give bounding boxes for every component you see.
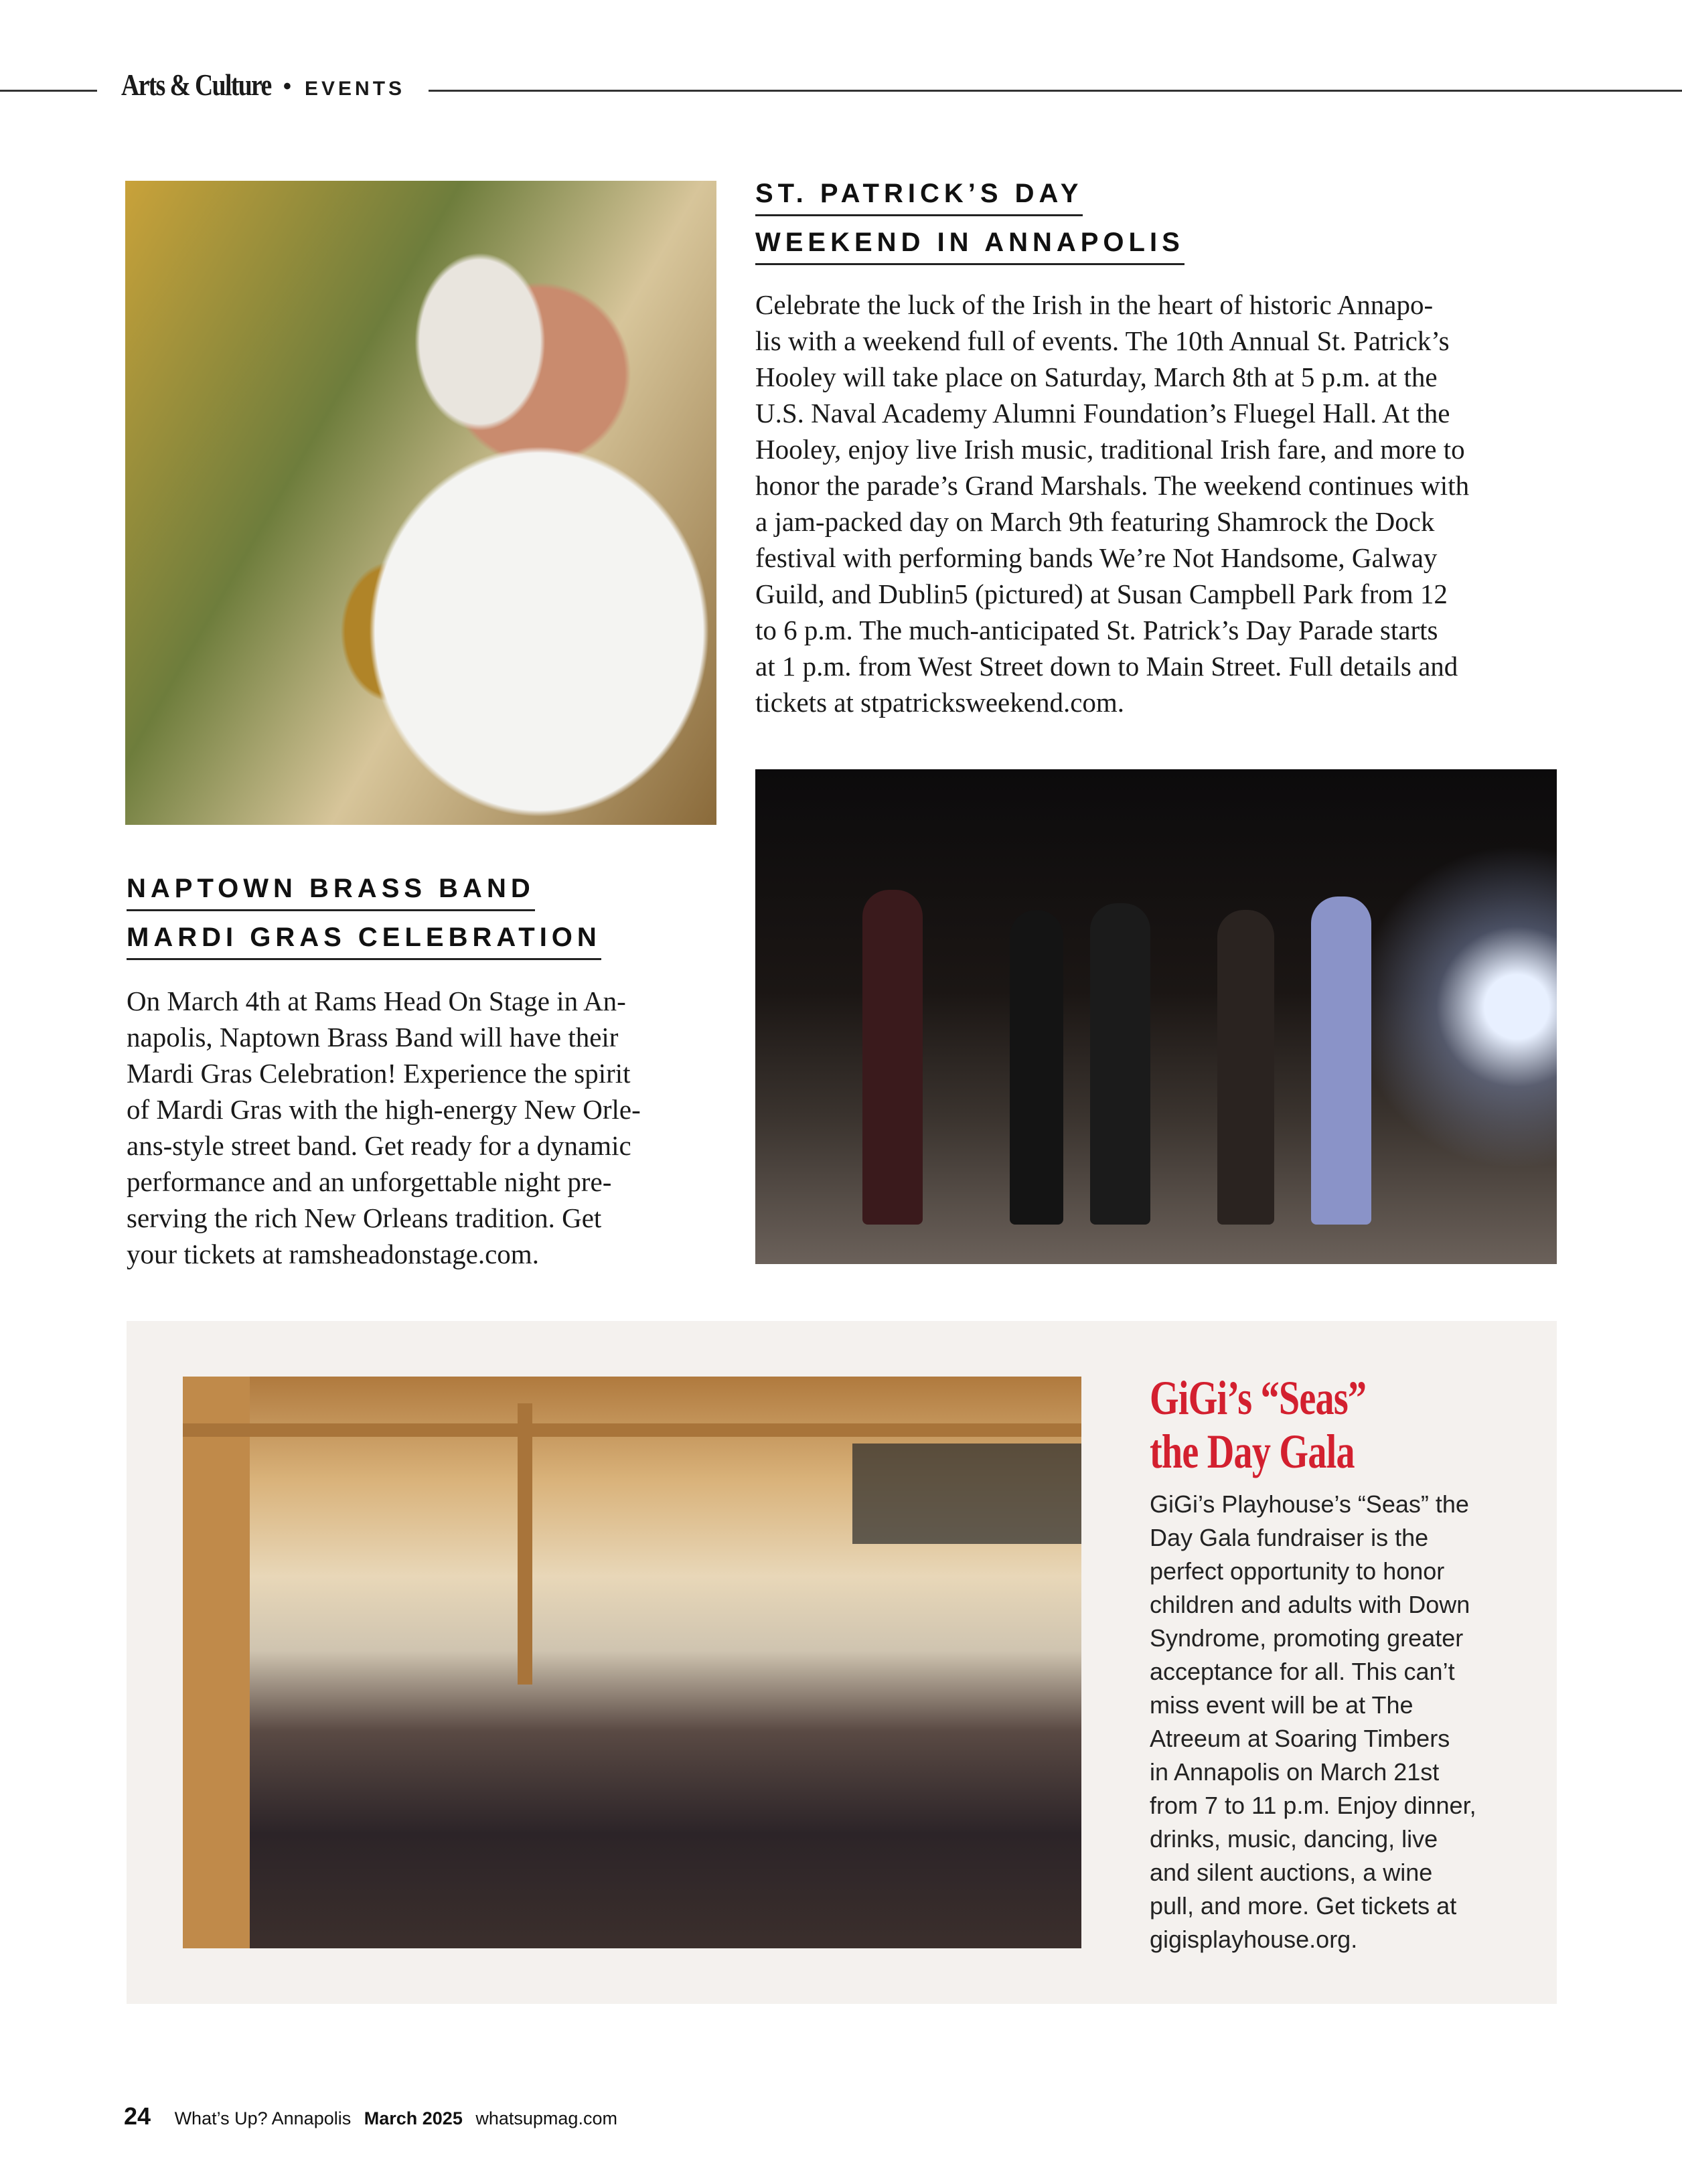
saxophone-player-photo xyxy=(125,181,716,825)
body-line: to 6 p.m. The much-anticipated St. Patrick’s Day Parade starts xyxy=(755,615,1438,645)
body-line: Atreeum at Soaring Timbers xyxy=(1150,1725,1450,1752)
body-line: children and adults with Down xyxy=(1150,1591,1470,1618)
gala-venue-photo xyxy=(183,1377,1081,1948)
section-separator: • xyxy=(283,74,291,99)
naptown-heading xyxy=(127,870,601,968)
gala-title xyxy=(1150,1371,1366,1478)
website: whatsupmag.com xyxy=(475,2108,617,2128)
body-line: from 7 to 11 p.m. Enjoy dinner, xyxy=(1150,1792,1476,1819)
body-line: Mardi Gras Celebration! Experience the spirit xyxy=(127,1058,631,1089)
body-line: and silent auctions, a wine xyxy=(1150,1859,1433,1886)
issue-date: March 2025 xyxy=(364,2108,463,2128)
stpatricks-heading xyxy=(755,175,1184,273)
body-line: performance and an unforgettable night pre- xyxy=(127,1166,612,1197)
body-line: Celebrate the luck of the Irish in the heart of historic Annapo- xyxy=(755,289,1434,320)
body-line: miss event will be at The xyxy=(1150,1691,1413,1719)
body-line: honor the parade’s Grand Marshals. The weekend continues with xyxy=(755,470,1470,501)
page-footer xyxy=(124,2102,617,2130)
header-rule-right xyxy=(429,90,1682,92)
heading-line: WEEKEND IN ANNAPOLIS xyxy=(755,224,1184,265)
body-line: ans-style street band. Get ready for a dynamic xyxy=(127,1130,631,1161)
body-line: Hooley will take place on Saturday, March 8th at 5 p.m. at the xyxy=(755,362,1438,392)
body-line: U.S. Naval Academy Alumni Foundation’s Fluegel Hall. At the xyxy=(755,398,1450,428)
body-line: lis with a weekend full of events. The 10th Annual St. Patrick’s xyxy=(755,325,1450,356)
naptown-body xyxy=(127,983,641,1272)
gala-body xyxy=(1150,1488,1476,1956)
body-line: serving the rich New Orleans tradition. Get xyxy=(127,1202,602,1233)
body-line: napolis, Naptown Brass Band will have their xyxy=(127,1022,619,1052)
body-line: festival with performing bands We’re Not Handsome, Galway xyxy=(755,542,1438,573)
body-line: pull, and more. Get tickets at xyxy=(1150,1892,1457,1920)
body-line: a jam-packed day on March 9th featuring Shamrock the Dock xyxy=(755,506,1435,537)
body-line: Guild, and Dublin5 (pictured) at Susan Campbell Park from 12 xyxy=(755,578,1448,609)
body-line: acceptance for all. This can’t xyxy=(1150,1658,1455,1685)
body-line: at 1 p.m. from West Street down to Main Street. Full details and xyxy=(755,651,1458,682)
body-line: tickets at stpatricksweekend.com. xyxy=(755,687,1125,718)
band-street-photo xyxy=(755,769,1557,1264)
header-rule-left xyxy=(0,90,97,92)
publication-name: What’s Up? Annapolis xyxy=(174,2108,352,2128)
heading-line: ST. PATRICK’S DAY xyxy=(755,175,1083,216)
stpatricks-body xyxy=(755,287,1469,720)
section-title: Arts & Culture xyxy=(121,68,271,102)
body-line: perfect opportunity to honor xyxy=(1150,1557,1445,1585)
body-line: Hooley, enjoy live Irish music, traditional Irish fare, and more to xyxy=(755,434,1465,465)
body-line: On March 4th at Rams Head On Stage in An- xyxy=(127,986,626,1016)
body-line: your tickets at ramsheadonstage.com. xyxy=(127,1239,539,1269)
heading-line: NAPTOWN BRASS BAND xyxy=(127,870,535,911)
body-line: in Annapolis on March 21st xyxy=(1150,1758,1440,1786)
body-line: drinks, music, dancing, live xyxy=(1150,1825,1438,1853)
title-line: the Day Gala xyxy=(1150,1425,1355,1478)
page-number: 24 xyxy=(124,2102,151,2130)
body-line: GiGi’s Playhouse’s “Seas” the xyxy=(1150,1490,1469,1518)
body-line: Syndrome, promoting greater xyxy=(1150,1624,1464,1652)
body-line: gigisplayhouse.org. xyxy=(1150,1926,1358,1953)
heading-line: MARDI GRAS CELEBRATION xyxy=(127,919,601,960)
title-line: GiGi’s “Seas” xyxy=(1150,1371,1367,1425)
body-line: of Mardi Gras with the high-energy New Orle- xyxy=(127,1094,641,1125)
section-subtitle: EVENTS xyxy=(305,78,406,100)
body-line: Day Gala fundraiser is the xyxy=(1150,1524,1429,1551)
